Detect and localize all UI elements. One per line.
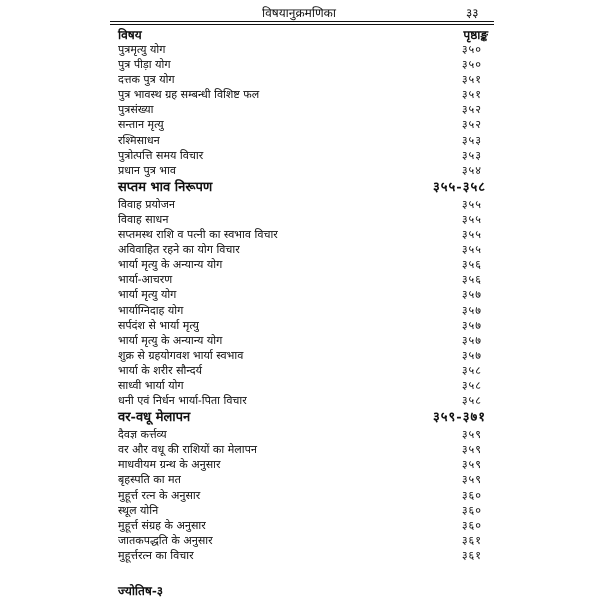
- contents-list: [110, 42, 494, 563]
- entry-page: ३५९: [461, 473, 482, 487]
- contents-entry: [110, 393, 494, 408]
- entry-page: ३५१: [461, 73, 482, 87]
- entry-page: ३५५: [461, 228, 482, 242]
- page-header: [0, 4, 600, 20]
- contents-entry: [110, 442, 494, 457]
- contents-entry: [110, 457, 494, 472]
- contents-entry: [110, 303, 494, 318]
- entry-title: जातकपद्धति के अनुसार: [118, 533, 213, 547]
- contents-entry: [110, 348, 494, 363]
- entry-page: ३५६: [461, 258, 482, 272]
- entry-page: ३५९: [461, 428, 482, 442]
- entry-page: ३६०: [461, 503, 482, 517]
- entry-page: ३५९: [461, 458, 482, 472]
- entry-page: ३५१: [461, 88, 482, 102]
- entry-title: भार्या-आचरण: [118, 273, 173, 287]
- entry-title: दत्तक पुत्र योग: [118, 73, 175, 87]
- contents-entry: [110, 212, 494, 227]
- entry-title: पुत्रसंख्या: [118, 103, 154, 117]
- entry-title: सप्तम भाव निरूपण: [118, 179, 213, 195]
- entry-title: मुहूर्त्त संग्रह के अनुसार: [118, 518, 206, 532]
- contents-entry: [110, 257, 494, 272]
- entry-page: ३५०: [461, 58, 482, 72]
- entry-page: ३५७: [461, 333, 482, 347]
- column-header: [110, 26, 494, 42]
- entry-page: ३५८: [461, 363, 482, 377]
- entry-page: ३५७: [461, 288, 482, 302]
- entry-title: पुत्र पीड़ा योग: [118, 58, 171, 72]
- entry-title: मुहूर्त्त रत्न के अनुसार: [118, 488, 201, 502]
- subject-column-label: विषय: [118, 28, 142, 42]
- entry-title: सर्पदंश से भार्या मृत्यु: [118, 318, 199, 332]
- entry-title: साध्वी भार्या योग: [118, 378, 184, 392]
- entry-title: पुत्रमृत्यु योग: [118, 43, 166, 56]
- contents-entry: [110, 378, 494, 393]
- contents-entry: [110, 72, 494, 87]
- contents-entry: [110, 533, 494, 548]
- entry-page: ३५७: [461, 348, 482, 362]
- entry-page: ३५५: [461, 243, 482, 257]
- entry-title: माधवीयम ग्रन्थ के अनुसार: [118, 458, 221, 472]
- entry-page: ३५५-३५८: [433, 179, 486, 195]
- entry-title: प्रधान पुत्र भाव: [118, 163, 176, 177]
- entry-page: ३५६: [461, 273, 482, 287]
- contents-entry: [110, 333, 494, 348]
- entry-page: ३५९: [461, 443, 482, 457]
- contents-entry: [110, 427, 494, 442]
- contents-entry: [110, 272, 494, 287]
- entry-title: शुक्र से ग्रहयोगवश भार्या स्वभाव: [118, 348, 244, 362]
- entry-title: दैवज्ञ कर्त्तव्य: [118, 428, 167, 442]
- entry-title: भार्या मृत्यु के अन्यान्य योग: [118, 333, 223, 347]
- contents-entry: [110, 42, 494, 57]
- contents-entry: [110, 133, 494, 148]
- entry-title: भार्या मृत्यु के अन्यान्य योग: [118, 258, 223, 272]
- entry-page: ३५२: [461, 118, 482, 132]
- entry-page: ३५५: [461, 197, 482, 211]
- entry-page: ३५७: [461, 318, 482, 332]
- entry-title: पुत्रोत्पत्ति समय विचार: [118, 148, 204, 162]
- header-rule-double: [110, 24, 494, 25]
- entry-title: वर-वधू मेलापन: [118, 410, 191, 426]
- entry-page: ३५८: [461, 394, 482, 408]
- page-title: विषयानुक्रमणिका: [262, 6, 336, 20]
- contents-entry: [110, 197, 494, 212]
- entry-page: ३५४: [461, 163, 482, 177]
- entry-title: भार्या मृत्यु योग: [118, 288, 177, 302]
- signature-mark: ज्योतिष-३: [118, 584, 164, 598]
- entry-title: सप्तमस्थ राशि व पत्नी का स्वभाव विचार: [118, 228, 278, 242]
- entry-page: ३५९-३७१: [433, 410, 486, 426]
- entry-page: ३५३: [461, 133, 482, 147]
- contents-entry: [110, 57, 494, 72]
- contents-entry: [110, 87, 494, 102]
- entry-page: ३६१: [461, 548, 482, 562]
- entry-title: बृहस्पति का मत: [118, 473, 181, 487]
- entry-page: ३५७: [461, 303, 482, 317]
- entry-title: अविवाहित रहने का योग विचार: [118, 243, 240, 257]
- contents-entry: [110, 148, 494, 163]
- contents-entry: [110, 488, 494, 503]
- entry-title: स्थूल योनि: [118, 503, 159, 517]
- entry-title: भार्या के शरीर सौन्दर्य: [118, 363, 202, 377]
- section-heading: [110, 408, 494, 427]
- entry-page: ३६१: [461, 533, 482, 547]
- entry-page: ३५०: [461, 43, 482, 56]
- contents-entry: [110, 117, 494, 132]
- contents-entry: [110, 363, 494, 378]
- contents-entry: [110, 227, 494, 242]
- entry-page: ३५३: [461, 148, 482, 162]
- entry-title: वर और वधू की राशियों का मेलापन: [118, 443, 257, 457]
- contents-entry: [110, 163, 494, 178]
- entry-title: मुहूर्त्तरत्न का विचार: [118, 548, 194, 562]
- contents-entry: [110, 318, 494, 333]
- entry-title: विवाह प्रयोजन: [118, 197, 176, 211]
- entry-title: पुत्र भावस्थ ग्रह सम्बन्धी विशिष्ट फल: [118, 88, 260, 102]
- entry-page: ३५८: [461, 378, 482, 392]
- contents-entry: [110, 102, 494, 117]
- entry-title: भार्याग्निदाह योग: [118, 303, 184, 317]
- contents-entry: [110, 503, 494, 518]
- contents-entry: [110, 518, 494, 533]
- entry-title: विवाह साधन: [118, 212, 169, 226]
- entry-page: ३५२: [461, 103, 482, 117]
- contents-entry: [110, 287, 494, 302]
- section-heading: [110, 178, 494, 197]
- entry-title: सन्तान मृत्यु: [118, 118, 164, 132]
- page-number: ३३: [466, 6, 479, 20]
- header-rule: [110, 21, 494, 22]
- entry-title: धनी एवं निर्धन भार्या-पिता विचार: [118, 394, 247, 408]
- page-column-label: पृष्ठाङ्क: [463, 28, 488, 42]
- entry-page: ३६०: [461, 518, 482, 532]
- entry-title: रश्मिसाधन: [118, 133, 160, 147]
- entry-page: ३५५: [461, 212, 482, 226]
- contents-entry: [110, 242, 494, 257]
- contents-entry: [110, 548, 494, 563]
- entry-page: ३६०: [461, 488, 482, 502]
- contents-entry: [110, 472, 494, 487]
